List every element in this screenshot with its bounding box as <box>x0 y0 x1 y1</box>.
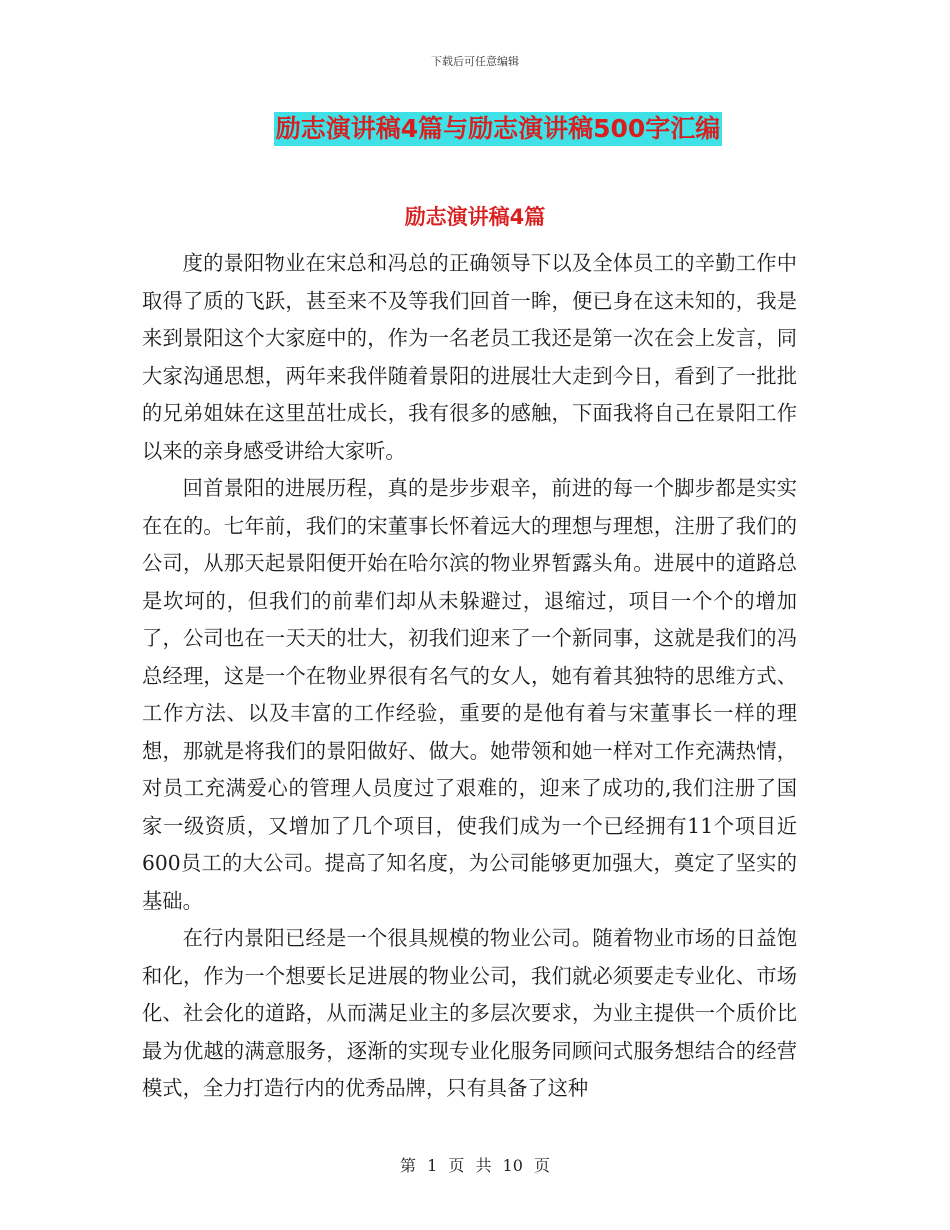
document-title-container <box>0 112 950 146</box>
page-footer: 第 1 页 共 10 页 <box>400 1156 550 1175</box>
document-body <box>142 245 797 1108</box>
section-title: 励志演讲稿4篇 <box>404 205 546 229</box>
header-note: 下载后可任意编辑 <box>431 55 519 68</box>
paragraph: 度的景阳物业在宋总和冯总的正确领导下以及全体员工的辛勤工作中取得了质的飞跃，甚至来不及等我们回首一眸，便已身在这未知的，我是来到景阳这个大家庭中的，作为一名老员工我还是第一次在会上发言，同大家沟通思想，两年来我伴随着景阳的进展壮大走到今日，看到了一批批的兄弟姐妹在这里茁壮成长，我有很多的感触，下面我将自己在景阳工作以来的亲身感受讲给大家听。 <box>142 251 797 463</box>
paragraph: 在行内景阳已经是一个很具规模的物业公司。随着物业市场的日益饱和化，作为一个想要长足进展的物业公司，我们就必须要走专业化、市场化、社会化的道路，从而满足业主的多层次要求，为业主提供一个质价比最为优越的满意服务，逐渐的实现专业化服务同顾问式服务想结合的经营模式，全力打造行内的优秀品牌，只有具备了这种 <box>142 926 797 1100</box>
document-title: 励志演讲稿4篇与励志演讲稿500字汇编 <box>274 112 723 146</box>
paragraph: 回首景阳的进展历程，真的是步步艰辛，前进的每一个脚步都是实实在在的。七年前，我们的宋董事长怀着远大的理想与理想，注册了我们的公司，从那天起景阳便开始在哈尔滨的物业界暂露头角。进展中的道路总是坎坷的，但我们的前辈们却从未躲避过，退缩过，项目一个个的增加了，公司也在一天天的壮大，初我们迎来了一个新同事，这就是我们的冯总经理，这是一个在物业界很有名气的女人，她有着其独特的思维方式、工作方法、以及丰富的工作经验，重要的是他有着与宋董事长一样的理想，那就是将我们的景阳做好、做大。她带领和她一样对工作充满热情，对员工充满爱心的管理人员度过了艰难的，迎来了成功的,我们注册了国家一级资质，又增加了几个项目，使我们成为一个已经拥有11个项目近600员工的大公司。提高了知名度，为公司能够更加强大，奠定了坚实的基础。 <box>142 476 797 913</box>
